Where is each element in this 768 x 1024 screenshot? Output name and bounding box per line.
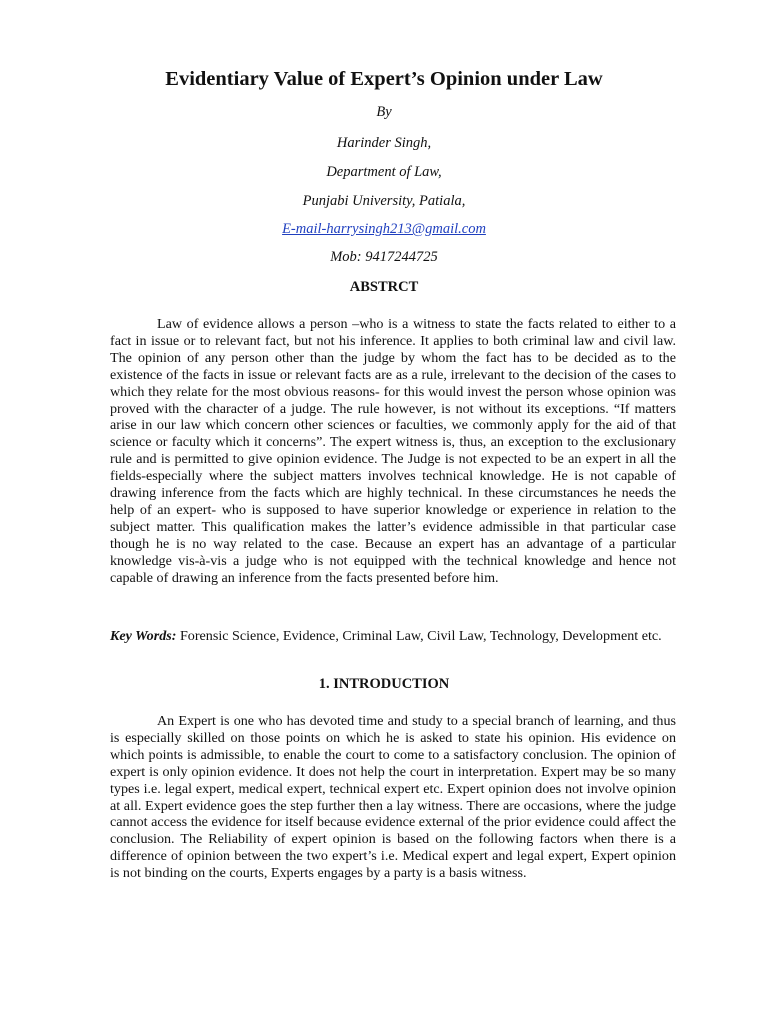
introduction-paragraph: An Expert is one who has devoted time and study to a special branch of learning, and thus is especially skilled on those points on which he is asked to state his opinion. His evidence on which points is admissible, to enable the court to come to a satisfactory conclusion. The opinion of expert is only opinion evidence. It does not help the court in interpretation. Expert may be so many types i.e. legal expert, medical expert, technical expert etc. Expert opinion does not involve opinion at all. Expert evidence goes the step further then a lay witness. There are occasions, where the judge cannot access the evidence for itself because evidence external of the prior evidence could affect the conclusion. The Reliability of expert opinion is based on the following factors when there is a difference of opinion between the two expert’s i.e. Medical expert and legal expert, Expert opinion is not binding on the courts, Experts engages by a party is a basis witness. [110,713,676,882]
keywords-label: Key Words: [110,628,177,644]
abstract-paragraph: Law of evidence allows a person –who is a witness to state the facts related to either to a fact in issue or to relevant fact, but not his inference. It applies to both criminal law and civil law. The opinion of any person other than the judge by whom the fact has to be decided as to the existence of the facts in issue or relevant facts are as a rule, irrelevant to the decision of the cases to which they relate for the most obvious reasons- for this would invest the person whose opinion was proved with the character of a judge. The rule however, is not without its exceptions. “If matters arise in our law which concern other sciences or faculties, we commonly apply for the aid of that science or faculty which it concerns”. The expert witness is, thus, an exception to the exclusionary rule and is permitted to give opinion evidence. The Judge is not expected to be an expert in all the fields-especially where the subject matters involves technical knowledge. He is not capable of drawing inference from the facts which are highly technical. In these circumstances he needs the help of an expert- who is supposed to have superior knowledge or experience in relation to the subject matter. This qualification makes the latter’s evidence admissible in that particular case though he is no way related to the case. Because an expert has an advantage of a particular knowledge vis-à-vis a judge who is not equipped with the technical knowledge and hence not capable of drawing an inference from the facts presented before him. [110,316,676,586]
keywords-list: Forensic Science, Evidence, Criminal Law, Civil Law, Technology, Development etc. [179,628,662,644]
introduction-heading: 1. INTRODUCTION [318,676,450,692]
paper-title: Evidentiary Value of Expert’s Opinion under Law [165,68,603,90]
author-department: Department of Law, [326,164,442,180]
author-mobile: Mob: 9417244725 [330,249,438,265]
byline: By [376,104,392,120]
author-university: Punjabi University, Patiala, [302,193,466,209]
abstract-heading: ABSTRCT [349,279,419,295]
keywords-paragraph [110,628,676,646]
author-email-row [0,220,768,238]
author-name: Harinder Singh, [336,135,432,151]
author-email-link[interactable]: E-mail-harrysingh213@gmail.com [282,221,486,237]
